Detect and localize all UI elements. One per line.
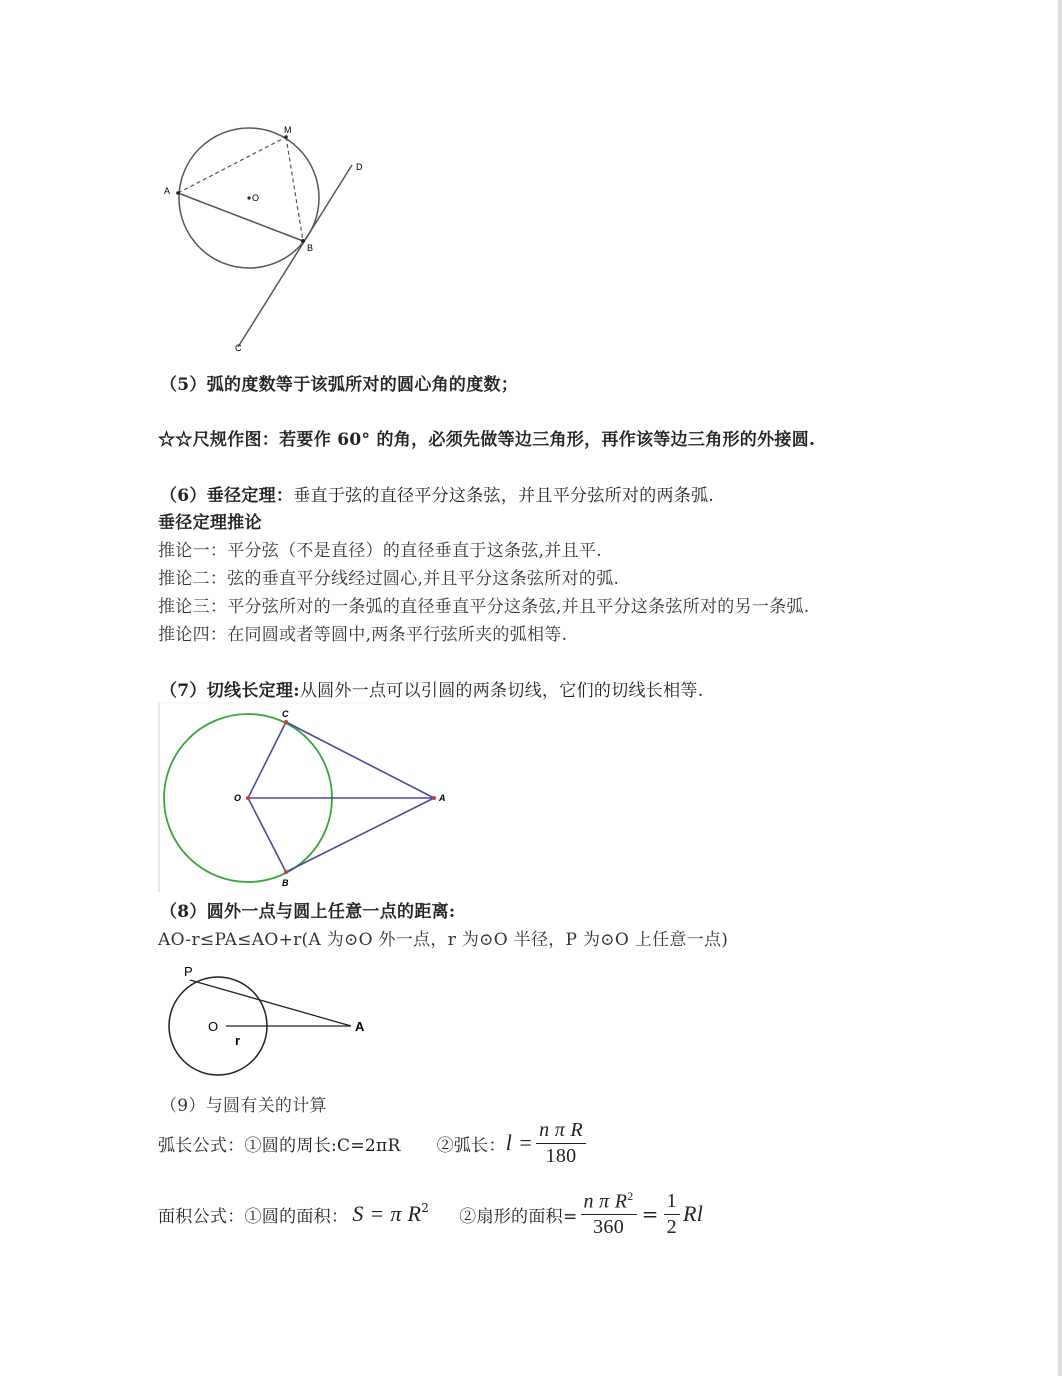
item5-text: （5）弧的度数等于该弧所对的圆心角的度数；: [160, 375, 519, 395]
label-m: M: [284, 125, 292, 135]
corollary-2: 推论二：弦的垂直平分线经过圆心,并且平分这条弦所对的弧.: [158, 569, 620, 589]
equals-sign: =: [641, 1202, 659, 1226]
construction-text: ☆☆尺规作图：若要作 60° 的角，必须先做等边三角形，再作该等边三角形的外接圆.: [158, 430, 816, 450]
half-denominator: 2: [666, 1215, 677, 1238]
item6-subtitle: 垂径定理推论: [158, 513, 262, 533]
item7-text: 从圆外一点可以引圆的两条切线，它们的切线长相等.: [299, 681, 704, 701]
item8-text: AO-r≤PA≤AO+r(A 为⊙O 外一点，r 为⊙O 半径，P 为⊙O 上任意一点): [158, 930, 729, 950]
tangent-ca: [286, 722, 434, 798]
item6-text: 垂直于弦的直径平分这条弦，并且平分弦所对的两条弧.: [293, 486, 715, 506]
chord-am: [178, 137, 286, 193]
label-b: B: [307, 243, 314, 253]
arc-lhs: l =: [505, 1130, 534, 1155]
area-formula-row: [158, 1188, 703, 1240]
half-fraction: [664, 1190, 680, 1239]
arc-fraction: [536, 1119, 586, 1168]
arc-numerator: n π R: [536, 1119, 586, 1144]
item8-head: （8）圆外一点与圆上任意一点的距离:: [160, 902, 456, 922]
label-r: r: [235, 1033, 241, 1048]
corollary-1: 推论一：平分弦（不是直径）的直径垂直于这条弦,并且平.: [158, 541, 602, 561]
corollary-3: 推论三：平分弦所对的一条弧的直径垂直平分这条弦,并且平分这条弦所对的另一条弧.: [158, 597, 810, 617]
label-o2: O: [234, 793, 242, 803]
figure-tangent-length: [158, 702, 454, 892]
area-formula: S = π R: [352, 1201, 422, 1226]
page-edge: [1058, 0, 1062, 1376]
arc-formula-row: [158, 1118, 589, 1168]
figure-tangent-angle: [150, 115, 390, 365]
corollary-4: 推论四：在同圆或者等圆中,两条平行弦所夹的弧相等.: [158, 625, 568, 645]
segment-oc: [248, 722, 286, 798]
sector-numerator: n π $R^2$: [581, 1189, 637, 1216]
item6-line: [160, 481, 714, 506]
chord-ab: [178, 193, 303, 241]
sector-denominator: 360: [593, 1216, 624, 1239]
area-exp: 2: [421, 1201, 430, 1215]
label-o: O: [252, 193, 260, 203]
label-o3: O: [208, 1019, 219, 1034]
item7-head: （7）切线长定理:: [160, 681, 300, 701]
label-c: C: [235, 343, 242, 353]
rl-term: Rl: [682, 1201, 704, 1226]
area-part2: ②扇形的面积=: [459, 1206, 578, 1227]
label-a: A: [164, 186, 171, 196]
label-d: D: [356, 162, 363, 172]
item9-head: （9）与圆有关的计算: [160, 1096, 327, 1116]
label-c2: C: [282, 709, 289, 719]
arc-label: 弧长公式：①圆的周长:C=2πR: [158, 1135, 401, 1156]
figure-point-distance: [160, 958, 375, 1083]
label-p: P: [184, 964, 193, 979]
arc-part2: ②弧长：: [436, 1135, 506, 1156]
label-a2: A: [439, 793, 446, 803]
segment-ob: [248, 798, 286, 872]
half-numerator: 1: [664, 1190, 680, 1215]
tangent-ba: [286, 798, 434, 872]
label-b2: B: [282, 878, 289, 888]
chord-mb: [286, 137, 303, 241]
label-a3: A: [355, 1019, 365, 1034]
area-label: 面积公式：①圆的面积：: [158, 1206, 349, 1227]
item6-head: （6）垂径定理：: [160, 486, 294, 506]
sector-fraction: [581, 1189, 637, 1240]
item7-line: [160, 676, 703, 701]
arc-denominator: 180: [545, 1144, 577, 1167]
